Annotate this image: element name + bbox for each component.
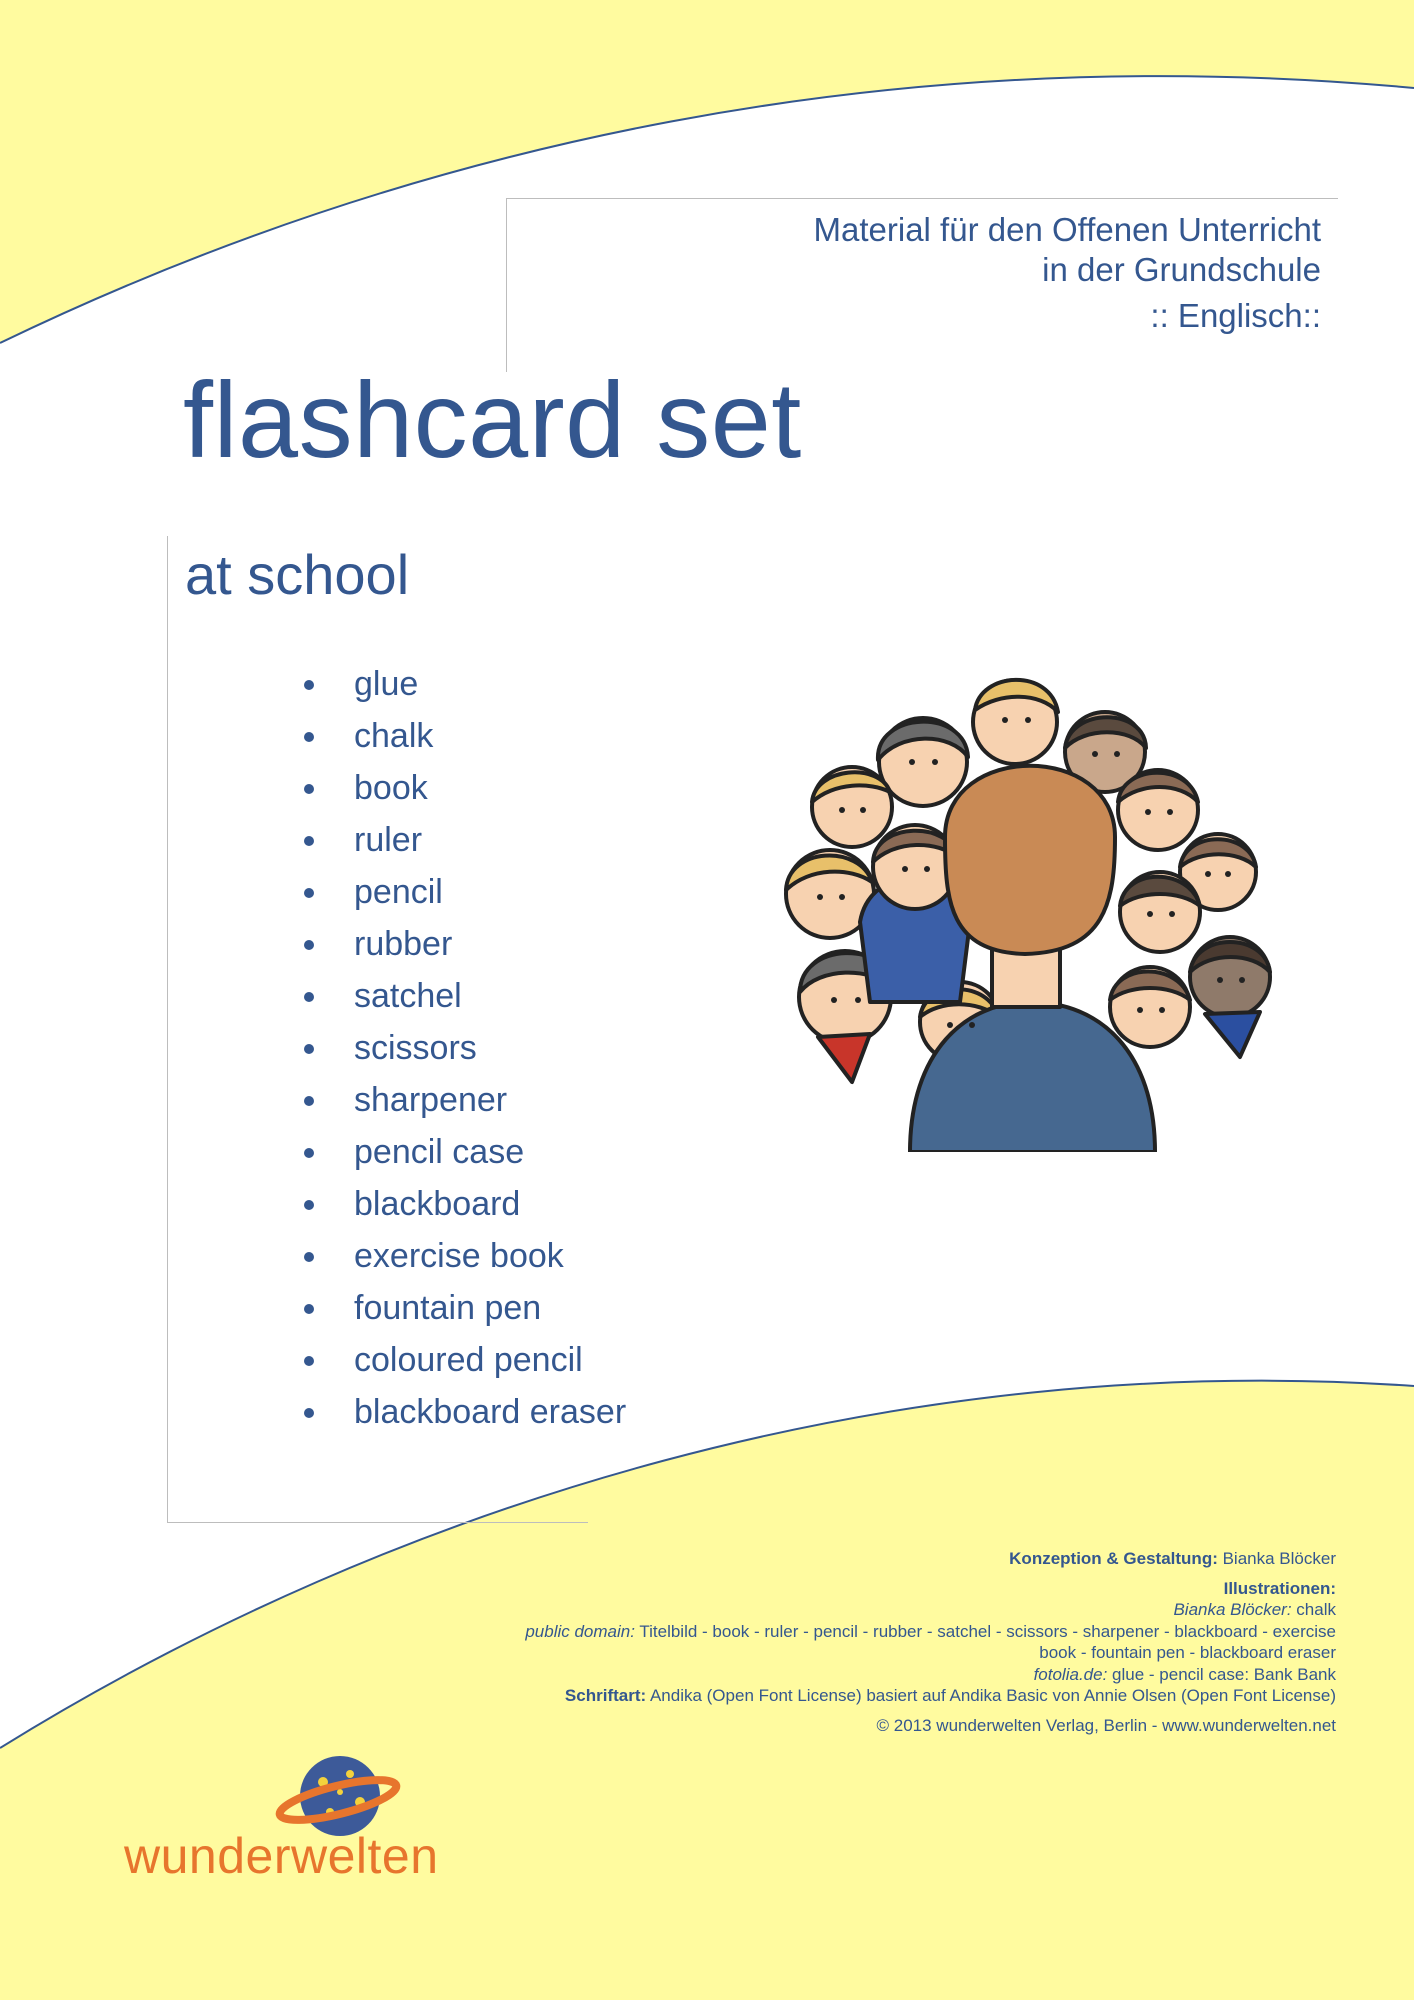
list-item: sharpener [290,1074,626,1126]
list-item: pencil case [290,1126,626,1178]
bullet-icon [304,1252,314,1262]
list-item: coloured pencil [290,1334,626,1386]
list-item: pencil [290,866,626,918]
teacher-with-children-illustration [760,662,1308,1152]
bullet-icon [304,680,314,690]
list-item: ruler [290,814,626,866]
credits-public-domain-cont: book - fountain pen - blackboard eraser [1039,1643,1336,1662]
bullet-icon [304,1356,314,1366]
list-item: fountain pen [290,1282,626,1334]
list-item: scissors [290,1022,626,1074]
credits-illustrator: Bianka Blöcker: chalk [1173,1600,1336,1619]
header-vertical-divider [506,198,507,372]
header-line-1: Material für den Offenen Unterricht [813,211,1321,248]
page-title: flashcard set [183,359,802,480]
bullet-icon [304,1148,314,1158]
list-item: exercise book [290,1230,626,1282]
list-item: blackboard [290,1178,626,1230]
header-text [814,210,1321,336]
credits-fotolia: fotolia.de: glue - pencil case: Bank Bank [1033,1664,1336,1684]
vocabulary-list [290,658,626,1438]
bullet-icon [304,940,314,950]
bullet-icon [304,836,314,846]
bullet-icon [304,1096,314,1106]
credits-font: Schriftart: Andika (Open Font License) basiert auf Andika Basic von Annie Olsen (Open Font License) [564,1686,1336,1705]
bullet-icon [304,784,314,794]
bullet-icon [304,992,314,1002]
list-item: glue [290,658,626,710]
credits-illustrations-heading: Illustrationen: [1223,1578,1336,1598]
header-subject: :: Englisch:: [1150,297,1321,334]
list-item: blackboard eraser [290,1386,626,1438]
header-block [506,198,1338,372]
list-item: book [290,762,626,814]
bullet-icon [304,1408,314,1418]
bullet-icon [304,732,314,742]
bullet-icon [304,888,314,898]
list-item: rubber [290,918,626,970]
topic-title: at school [185,543,410,606]
bullet-icon [304,1044,314,1054]
bullet-icon [304,1200,314,1210]
credits-concept: Konzeption & Gestaltung: Bianka Blöcker [1009,1549,1336,1568]
logo-wordmark: wunderwelten [124,1828,439,1884]
header-divider [506,198,1338,199]
credits [376,1548,1336,1736]
credits-public-domain: public domain: Titelbild - book - ruler - pencil - rubber - satchel - scissors - sharpener - blackboard - exercise [525,1621,1336,1641]
list-item: satchel [290,970,626,1022]
list-item: chalk [290,710,626,762]
header-line-2: in der Grundschule [1042,251,1321,288]
credits-copyright: © 2013 wunderwelten Verlag, Berlin - www.wunderwelten.net [876,1715,1336,1735]
bullet-icon [304,1304,314,1314]
